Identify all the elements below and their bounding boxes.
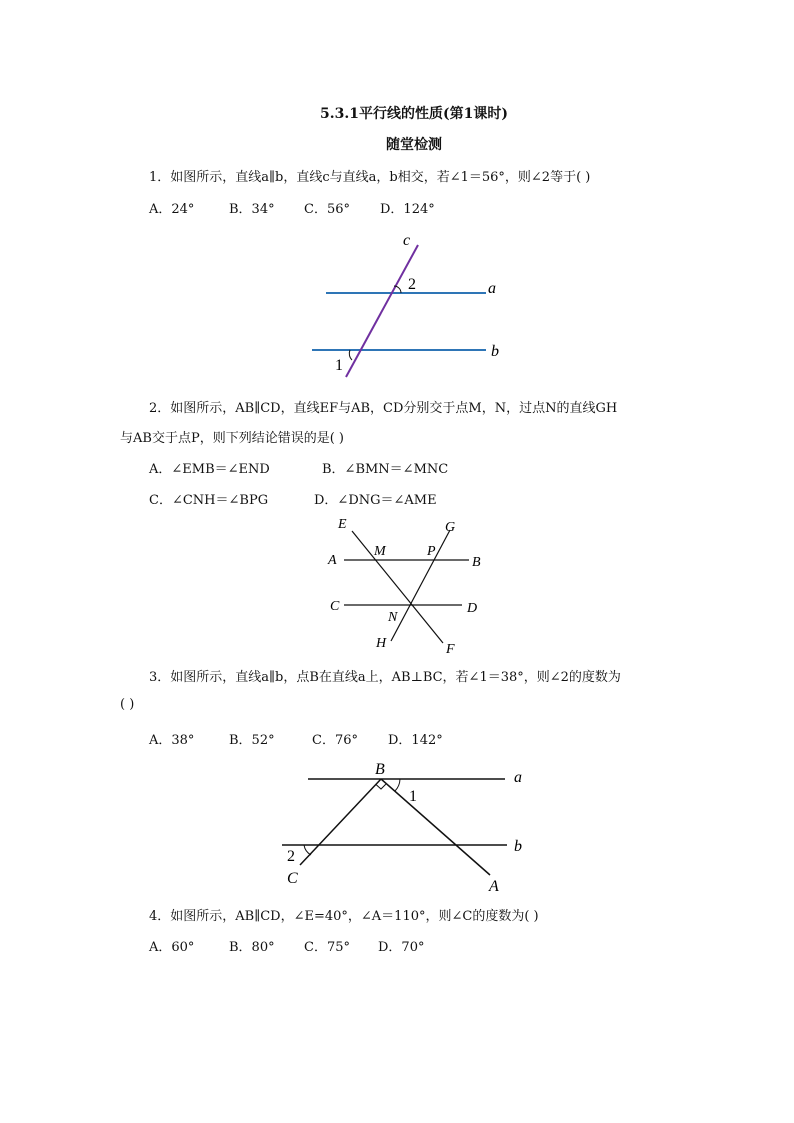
- fig2-label-f: F: [446, 642, 455, 657]
- fig1-label-b: b: [491, 343, 499, 360]
- q2-option-a[interactable]: A．∠EMB＝∠END: [149, 462, 270, 477]
- q2-option-c[interactable]: C．∠CNH＝∠BPG: [149, 493, 269, 508]
- q1-option-c[interactable]: C．56°: [304, 202, 350, 217]
- page-title: 5.3.1平行线的性质(第1课时): [320, 106, 508, 122]
- fig2-label-g: G: [445, 520, 456, 535]
- fig2-label-c: C: [330, 599, 340, 614]
- q4-option-b[interactable]: B．80°: [229, 940, 275, 955]
- q4-option-c[interactable]: C．75°: [304, 940, 350, 955]
- q4-option-a[interactable]: A．60°: [149, 940, 195, 955]
- q3-option-d[interactable]: D．142°: [388, 733, 443, 748]
- fig2-label-a: A: [328, 553, 337, 568]
- q4-option-d[interactable]: D．70°: [378, 940, 425, 955]
- fig2-label-e: E: [338, 517, 347, 532]
- fig3-label-c: C: [287, 870, 298, 887]
- section-subtitle: 随堂检测: [386, 137, 442, 153]
- question-4-stem: 4．如图所示，AB∥CD，∠E=40°，∠A＝110°，则∠C的度数为( ): [149, 909, 539, 924]
- question-3-stem-line1: 3．如图所示，直线a∥b，点B在直线a上，AB⊥BC，若∠1＝38°，则∠2的度数为: [149, 670, 621, 685]
- fig3-segment-bc: [300, 779, 381, 865]
- q3-option-a[interactable]: A．38°: [149, 733, 195, 748]
- fig3-label-b-line: b: [514, 838, 522, 855]
- fig3-label-1: 1: [409, 788, 417, 805]
- fig2-label-n: N: [388, 610, 398, 625]
- q2-option-b[interactable]: B．∠BMN＝∠MNC: [322, 462, 449, 477]
- fig2-label-p: P: [427, 544, 436, 559]
- fig1-label-1: 1: [335, 357, 343, 374]
- fig3-angle-1-arc: [395, 779, 400, 791]
- q3-option-c[interactable]: C．76°: [312, 733, 358, 748]
- fig2-label-b: B: [472, 555, 481, 570]
- fig1-label-a: a: [488, 280, 496, 297]
- fig1-label-c: c: [403, 232, 411, 249]
- fig2-label-m: M: [374, 544, 386, 559]
- q2-option-d[interactable]: D．∠DNG＝∠AME: [314, 493, 437, 508]
- question-3-stem-line2: ( ): [120, 697, 135, 712]
- fig3-label-b-point: B: [375, 761, 385, 778]
- fig3-label-2: 2: [287, 848, 295, 865]
- fig2-label-h: H: [376, 636, 387, 651]
- q1-option-b[interactable]: B．34°: [229, 202, 275, 217]
- q1-option-a[interactable]: A．24°: [149, 202, 195, 217]
- fig3-label-a-line: a: [514, 769, 522, 786]
- question-1-stem: 1．如图所示，直线a∥b，直线c与直线a，b相交，若∠1＝56°，则∠2等于( ): [149, 170, 591, 185]
- fig1-label-2: 2: [408, 276, 416, 293]
- fig3-label-a-point: A: [489, 878, 499, 895]
- fig3-right-angle-mark: [376, 784, 386, 789]
- fig2-label-d: D: [467, 601, 478, 616]
- q3-option-b[interactable]: B．52°: [229, 733, 275, 748]
- question-2-stem-line1: 2．如图所示，AB∥CD，直线EF与AB，CD分别交于点M，N，过点N的直线GH: [149, 401, 618, 416]
- question-2-stem-line2: 与AB交于点P，则下列结论错误的是( ): [120, 431, 344, 446]
- fig3-segment-ba: [381, 779, 490, 875]
- q1-option-d[interactable]: D．124°: [380, 202, 435, 217]
